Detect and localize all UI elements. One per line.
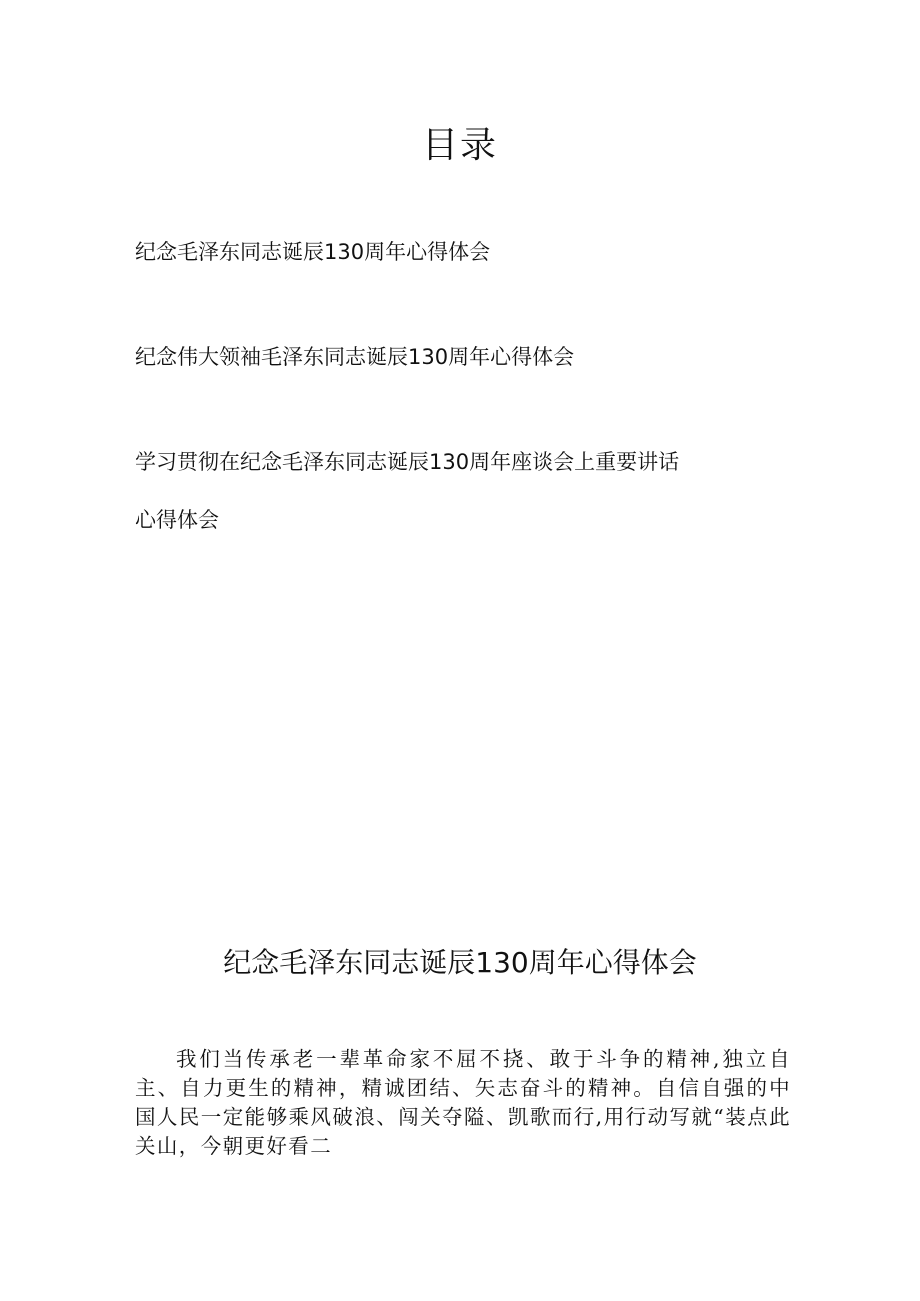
article-paragraph: 我们当传承老一辈革命家不屈不挠、敢于斗争的精神,独立自主、自力更生的精神，精诚团结、矢志奋斗的精神。自信自强的中国人民一定能够乘风破浪、闯关夺隘、凯歌而行,用行动写就“装点此关山，今朝更好看二	[135, 1047, 791, 1158]
toc-item-1[interactable]: 纪念毛泽东同志诞辰130周年心得体会	[135, 240, 491, 264]
toc-item-2[interactable]: 纪念伟大领袖毛泽东同志诞辰130周年心得体会	[135, 345, 575, 369]
article-title: 纪念毛泽东同志诞辰130周年心得体会	[223, 946, 697, 979]
toc-title: 目录	[421, 125, 498, 166]
toc-item-3[interactable]: 学习贯彻在纪念毛泽东同志诞辰130周年座谈会上重要讲话	[135, 450, 680, 474]
toc-item-3-continued[interactable]: 心得体会	[135, 508, 219, 532]
